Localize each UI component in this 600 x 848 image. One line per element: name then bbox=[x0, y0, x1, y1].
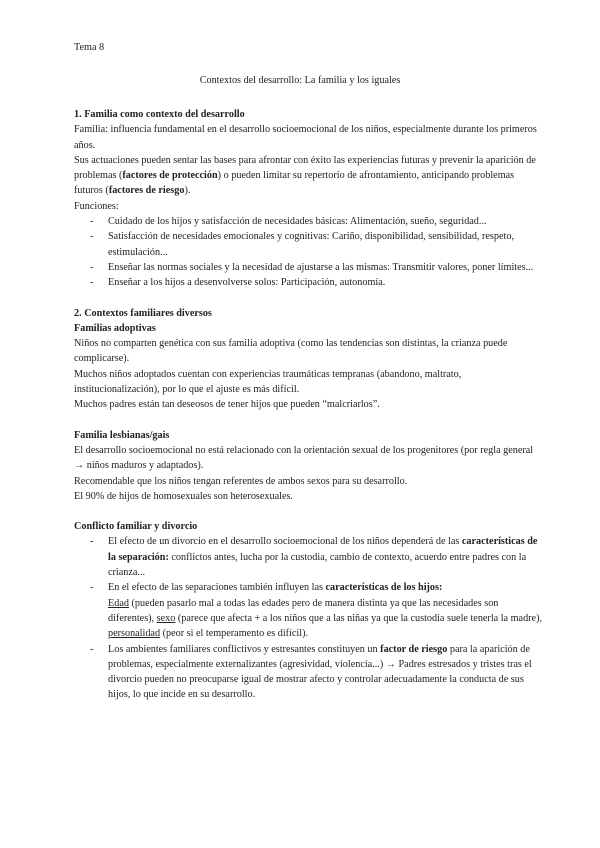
list-item: - Los ambientes familiares conflictivos y estresantes constituyen un factor de riesgo para la aparición de problemas, especialmente externalizantes (agresividad, violencia...) → Padres estresados y tristes tras el divorcio pueden no preocuparse igual de mostrar afecto y controlar adecuadamente la conducta de sus hijos, lo que incide en su desarrollo. bbox=[90, 643, 532, 701]
section-1-heading: 1. Familia como contexto del desarrollo bbox=[74, 109, 245, 120]
lgbt-paragraph: Recomendable que los niños tengan referentes de ambos sexos para su desarrollo. bbox=[74, 475, 408, 487]
divorce-heading: Conflicto familiar y divorcio bbox=[74, 521, 198, 533]
functions-list bbox=[74, 214, 544, 290]
list-item: - En el efecto de las separaciones también influyen las características de los hijos: Edad (pueden pasarlo mal a todas las edades pero de manera distinta ya que las necesidades son diferentes), sexo (parece que afecta + a los niños que a las niñas ya que la custodia suele tenerla la madre), personalidad (peor si el temperamento es difícil). bbox=[90, 582, 543, 640]
underlined-term: sexo bbox=[156, 612, 176, 624]
lgbt-families-heading: Familia lesbianas/gais bbox=[74, 429, 170, 441]
list-item: - Enseñar a los hijos a desenvolverse solos: Participación, autonomía. bbox=[90, 277, 386, 289]
protection-factors-term: factores de protección bbox=[122, 170, 218, 182]
section-1-paragraph: Familia: influencia fundamental en el desarrollo socioemocional de los niños, especialmente durante los primeros años. bbox=[74, 124, 537, 151]
adoptive-paragraph: Muchos padres están tan deseosos de tener hijos que pueden “malcriarlos”. bbox=[74, 399, 380, 411]
list-item: - Enseñar las normas sociales y la necesidad de ajustarse a las mismas: Transmitir valores, poner límites... bbox=[90, 261, 534, 273]
underlined-term: personalidad bbox=[108, 628, 161, 640]
lgbt-paragraph: El desarrollo socioemocional no está relacionado con la orientación sexual de los progenitores (por regla general → niños maduros y adaptados). bbox=[74, 444, 534, 472]
page-header: Tema 8 bbox=[74, 42, 105, 53]
divorce-list bbox=[74, 534, 544, 702]
section-2-heading: 2. Contextos familiares diversos bbox=[74, 307, 212, 319]
risk-factors-term: factores de riesgo bbox=[108, 185, 185, 197]
page-title: Contextos del desarrollo: La familia y los iguales bbox=[199, 75, 401, 86]
lgbt-paragraph: El 90% de hijos de homosexuales son heterosexuales. bbox=[74, 490, 293, 502]
underlined-term: Edad bbox=[108, 597, 129, 609]
list-item: - Cuidado de los hijos y satisfacción de necesidades básicas: Alimentación, sueño, seguridad... bbox=[90, 216, 487, 228]
list-item: - El efecto de un divorcio en el desarrollo socioemocional de los niños dependerá de las características de la separación: conflictos antes, lucha por la custodia, cambio de contexto, acuerdo entre padres con la crianza... bbox=[90, 536, 538, 579]
adoptive-paragraph: Niños no comparten genética con sus familia adoptiva (como las tendencias son distintas, la crianza puede complicarse). bbox=[74, 338, 508, 365]
list-item: - Satisfacción de necesidades emocionales y cognitivas: Cariño, disponibilidad, sensibilidad, respeto, estimulación... bbox=[90, 231, 514, 258]
document-body bbox=[74, 107, 544, 703]
adoptive-families-heading: Familias adoptivas bbox=[74, 322, 156, 334]
section-1-paragraph-factors: Sus actuaciones pueden sentar las bases para afrontar con éxito las experiencias futuras y prevenir la aparición de problemas (factores de protección) o pueden limitar su repertorio de afrontamiento, anticipando problemas futuros (factores de riesgo). bbox=[74, 154, 536, 197]
adoptive-paragraph: Muchos niños adoptados cuentan con experiencias traumáticas tempranas (abandono, maltrato, institucionalización), por lo que el ajuste es más difícil. bbox=[74, 368, 462, 396]
functions-label: Funciones: bbox=[74, 200, 119, 212]
